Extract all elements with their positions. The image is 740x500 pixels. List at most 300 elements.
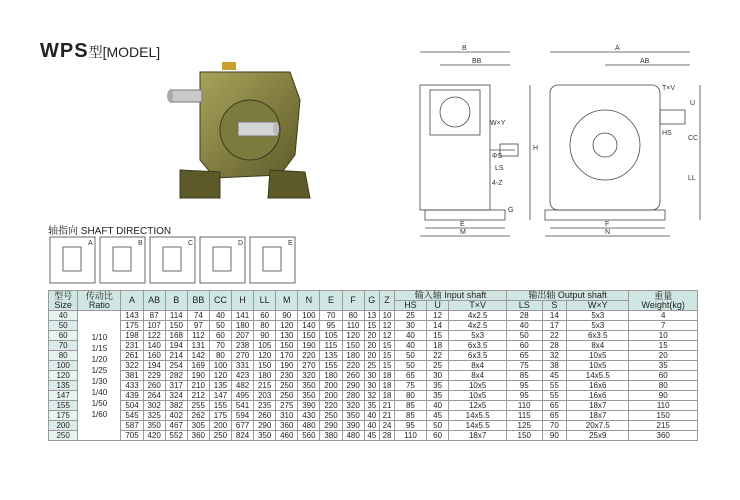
table-cell: 60	[209, 331, 231, 341]
table-cell: 325	[143, 411, 165, 421]
table-cell: 18x7	[567, 401, 629, 411]
size-cell: 175	[49, 411, 78, 421]
table-cell: 270	[298, 361, 320, 371]
table-cell: 322	[121, 361, 143, 371]
table-cell: 14x5.5	[449, 411, 506, 421]
table-cell: 45	[542, 371, 567, 381]
size-cell: 155	[49, 401, 78, 411]
table-row	[49, 421, 698, 431]
table-cell: 305	[187, 421, 209, 431]
table-cell: 120	[276, 321, 298, 331]
table-cell: 212	[187, 391, 209, 401]
table-cell: 380	[320, 431, 342, 441]
table-cell: 262	[187, 411, 209, 421]
table-cell: 85	[395, 411, 427, 421]
table-cell: 360	[276, 421, 298, 431]
table-cell: 677	[232, 421, 254, 431]
table-cell: 4x2.5	[449, 311, 506, 321]
table-cell: 30	[426, 371, 449, 381]
header-col-m: M	[276, 291, 298, 311]
table-cell: 10x5	[567, 351, 629, 361]
table-cell: 40	[426, 401, 449, 411]
dim-phis: ΦS	[492, 153, 503, 160]
dim-tv: T×V	[662, 85, 676, 92]
table-cell: 95	[506, 391, 542, 401]
table-cell: 85	[506, 371, 542, 381]
table-cell: 198	[121, 331, 143, 341]
table-cell: 147	[209, 391, 231, 401]
table-cell: 80	[209, 351, 231, 361]
table-cell: 390	[342, 421, 364, 431]
table-cell: 8x4	[567, 341, 629, 351]
table-cell: 30	[364, 381, 379, 391]
table-cell: 30	[395, 321, 427, 331]
table-cell: 504	[121, 401, 143, 411]
ratio-value: 1/25	[91, 365, 108, 375]
table-cell: 107	[143, 321, 165, 331]
table-cell: 180	[254, 371, 276, 381]
ratio-value: 1/10	[91, 332, 108, 342]
table-cell: 275	[276, 401, 298, 411]
table-cell: 270	[232, 351, 254, 361]
table-cell: 40	[506, 321, 542, 331]
table-cell: 155	[209, 401, 231, 411]
table-cell: 55	[542, 391, 567, 401]
model-code: WPS	[40, 40, 89, 62]
table-cell: 75	[506, 361, 542, 371]
ratio-value: 1/40	[91, 387, 108, 397]
table-row	[49, 381, 698, 391]
table-cell: 194	[165, 341, 187, 351]
table-cell: 290	[342, 381, 364, 391]
table-cell: 360	[187, 431, 209, 441]
table-cell: 20	[364, 341, 379, 351]
gearbox-photo	[160, 60, 330, 200]
table-cell: 230	[276, 371, 298, 381]
table-cell: 18x7	[567, 411, 629, 421]
table-cell: 824	[232, 431, 254, 441]
table-cell: 250	[276, 381, 298, 391]
table-cell: 261	[121, 351, 143, 361]
table-cell: 194	[143, 361, 165, 371]
size-cell: 50	[49, 321, 78, 331]
table-cell: 70	[209, 341, 231, 351]
table-cell: 60	[426, 431, 449, 441]
table-cell: 467	[165, 421, 187, 431]
table-cell: 18	[426, 341, 449, 351]
table-cell: 15	[379, 341, 394, 351]
table-cell: 65	[506, 351, 542, 361]
spec-table-body	[49, 311, 698, 441]
header-col-b: B	[165, 291, 187, 311]
table-cell: 331	[232, 361, 254, 371]
header-size: 型号 Size	[49, 291, 78, 311]
table-cell: 16x6	[567, 391, 629, 401]
table-cell: 60	[254, 311, 276, 321]
table-cell: 235	[254, 401, 276, 411]
table-cell: 65	[542, 401, 567, 411]
table-cell: 150	[254, 361, 276, 371]
table-cell: 50	[506, 331, 542, 341]
table-cell: 80	[254, 321, 276, 331]
table-cell: 125	[506, 421, 542, 431]
table-cell: 40	[209, 311, 231, 321]
table-cell: 350	[298, 381, 320, 391]
shaft-dir-c: C	[188, 240, 194, 247]
table-cell: 100	[209, 361, 231, 371]
table-cell: 460	[276, 431, 298, 441]
table-cell: 18x7	[449, 431, 506, 441]
table-cell: 130	[276, 331, 298, 341]
table-cell: 110	[629, 401, 698, 411]
table-cell: 6x3.5	[449, 351, 506, 361]
table-cell: 552	[165, 431, 187, 441]
table-cell: 282	[165, 371, 187, 381]
table-cell: 8x4	[449, 361, 506, 371]
table-cell: 25	[364, 361, 379, 371]
table-cell: 25	[395, 311, 427, 321]
table-cell: 22	[426, 351, 449, 361]
table-cell: 150	[276, 341, 298, 351]
table-row	[49, 341, 698, 351]
table-cell: 175	[209, 411, 231, 421]
table-cell: 100	[298, 311, 320, 321]
table-cell: 302	[143, 401, 165, 411]
table-cell: 250	[209, 431, 231, 441]
table-cell: 169	[187, 361, 209, 371]
table-cell: 220	[298, 351, 320, 361]
table-cell: 15	[629, 341, 698, 351]
table-cell: 15	[364, 321, 379, 331]
table-row	[49, 331, 698, 341]
table-row	[49, 431, 698, 441]
table-cell: 238	[232, 341, 254, 351]
header-col-e: E	[320, 291, 342, 311]
dimension-drawing	[400, 40, 710, 240]
table-cell: 433	[121, 381, 143, 391]
table-cell: 6x3.5	[567, 331, 629, 341]
header-col-cc: CC	[209, 291, 231, 311]
ratio-value: 1/60	[91, 409, 108, 419]
size-cell: 70	[49, 341, 78, 351]
table-cell: 545	[121, 411, 143, 421]
table-cell: 7	[629, 321, 698, 331]
table-cell: 180	[342, 351, 364, 361]
ratio-value: 1/20	[91, 354, 108, 364]
table-cell: 420	[143, 431, 165, 441]
table-cell: 423	[232, 371, 254, 381]
size-cell: 40	[49, 311, 78, 321]
table-cell: 74	[187, 311, 209, 321]
table-cell: 20	[629, 351, 698, 361]
table-cell: 5x3	[449, 331, 506, 341]
header-col-n: N	[298, 291, 320, 311]
header-col-wxy: W×Y	[567, 301, 629, 311]
table-cell: 142	[187, 351, 209, 361]
table-cell: 4x2.5	[449, 321, 506, 331]
dim-cc: CC	[688, 135, 699, 142]
table-cell: 105	[254, 341, 276, 351]
header-col-s: S	[542, 301, 567, 311]
table-cell: 28	[506, 311, 542, 321]
table-cell: 231	[121, 341, 143, 351]
table-cell: 280	[342, 391, 364, 401]
table-cell: 40	[395, 331, 427, 341]
table-cell: 381	[121, 371, 143, 381]
table-cell: 250	[276, 391, 298, 401]
table-cell: 12x5	[449, 401, 506, 411]
header-col-txv: T×V	[449, 301, 506, 311]
table-cell: 160	[143, 351, 165, 361]
table-cell: 15	[379, 361, 394, 371]
table-cell: 65	[542, 411, 567, 421]
table-cell: 50	[209, 321, 231, 331]
dim-ab: AB	[640, 58, 650, 65]
table-cell: 30	[364, 371, 379, 381]
table-row	[49, 391, 698, 401]
table-cell: 150	[506, 431, 542, 441]
table-cell: 215	[629, 421, 698, 431]
table-cell: 290	[320, 421, 342, 431]
table-cell: 18	[379, 381, 394, 391]
table-cell: 200	[209, 421, 231, 431]
table-cell: 6x3.5	[449, 341, 506, 351]
table-cell: 135	[209, 381, 231, 391]
table-cell: 85	[395, 401, 427, 411]
table-row	[49, 321, 698, 331]
table-cell: 255	[187, 401, 209, 411]
table-cell: 115	[320, 341, 342, 351]
table-cell: 15	[379, 351, 394, 361]
header-col-f: F	[342, 291, 364, 311]
header-col-ab: AB	[143, 291, 165, 311]
table-cell: 87	[143, 311, 165, 321]
table-cell: 290	[254, 421, 276, 431]
table-cell: 18	[379, 391, 394, 401]
table-cell: 168	[165, 331, 187, 341]
table-cell: 229	[143, 371, 165, 381]
table-cell: 112	[187, 331, 209, 341]
table-cell: 143	[121, 311, 143, 321]
table-cell: 12	[426, 311, 449, 321]
table-cell: 210	[187, 381, 209, 391]
table-cell: 115	[506, 411, 542, 421]
size-cell: 147	[49, 391, 78, 401]
table-cell: 50	[395, 351, 427, 361]
table-cell: 320	[342, 401, 364, 411]
table-cell: 350	[298, 391, 320, 401]
size-cell: 100	[49, 361, 78, 371]
table-cell: 310	[276, 411, 298, 421]
table-cell: 4	[629, 311, 698, 321]
table-cell: 21	[379, 411, 394, 421]
table-cell: 75	[395, 381, 427, 391]
table-cell: 16x6	[567, 381, 629, 391]
table-cell: 190	[276, 361, 298, 371]
table-cell: 25	[426, 361, 449, 371]
table-cell: 150	[342, 341, 364, 351]
table-cell: 495	[232, 391, 254, 401]
table-cell: 220	[342, 361, 364, 371]
shaft-direction-diagrams	[48, 235, 298, 285]
table-cell: 22	[542, 331, 567, 341]
table-cell: 200	[320, 391, 342, 401]
table-cell: 350	[254, 431, 276, 441]
table-cell: 175	[121, 321, 143, 331]
dim-f: F	[605, 221, 610, 228]
table-cell: 40	[364, 421, 379, 431]
dim-h: H	[533, 145, 539, 152]
table-cell: 350	[143, 421, 165, 431]
shaft-dir-e: E	[288, 240, 293, 247]
table-cell: 382	[165, 401, 187, 411]
table-cell: 5x3	[567, 321, 629, 331]
table-cell: 50	[395, 361, 427, 371]
table-cell: 203	[254, 391, 276, 401]
size-cell: 80	[49, 351, 78, 361]
table-cell: 10x5	[449, 391, 506, 401]
size-cell: 60	[49, 331, 78, 341]
table-row	[49, 371, 698, 381]
size-cell: 120	[49, 371, 78, 381]
table-cell: 122	[143, 331, 165, 341]
table-cell: 35	[426, 381, 449, 391]
table-cell: 28	[379, 431, 394, 441]
table-cell: 70	[320, 311, 342, 321]
table-cell: 254	[165, 361, 187, 371]
page-title	[40, 40, 160, 63]
ratio-cell	[78, 311, 121, 441]
table-cell: 402	[165, 411, 187, 421]
dim-e: E	[460, 221, 465, 228]
table-cell: 70	[542, 421, 567, 431]
table-cell: 140	[143, 341, 165, 351]
table-cell: 120	[342, 331, 364, 341]
size-cell: 135	[49, 381, 78, 391]
table-cell: 155	[320, 361, 342, 371]
table-row	[49, 401, 698, 411]
table-cell: 10x5	[567, 361, 629, 371]
table-cell: 95	[506, 381, 542, 391]
table-row	[49, 351, 698, 361]
table-cell: 220	[320, 401, 342, 411]
table-cell: 141	[232, 311, 254, 321]
table-cell: 560	[298, 431, 320, 441]
table-cell: 594	[232, 411, 254, 421]
header-col-z: Z	[379, 291, 394, 311]
size-cell: 200	[49, 421, 78, 431]
table-cell: 14	[426, 321, 449, 331]
table-cell: 80	[395, 391, 427, 401]
table-cell: 95	[395, 421, 427, 431]
table-cell: 439	[121, 391, 143, 401]
ratio-value: 1/15	[91, 343, 108, 353]
table-cell: 250	[320, 411, 342, 421]
header-ratio: 传动比 Ratio	[78, 291, 121, 311]
table-cell: 480	[342, 431, 364, 441]
table-cell: 260	[143, 381, 165, 391]
dim-u: U	[690, 100, 696, 107]
table-cell: 90	[542, 431, 567, 441]
table-cell: 140	[298, 321, 320, 331]
table-cell: 110	[395, 431, 427, 441]
table-cell: 55	[542, 381, 567, 391]
table-cell: 360	[629, 431, 698, 441]
header-output-shaft: 输出轴 Output shaft	[506, 291, 629, 301]
table-cell: 180	[320, 371, 342, 381]
table-row	[49, 311, 698, 321]
header-col-h: H	[232, 291, 254, 311]
table-cell: 482	[232, 381, 254, 391]
table-cell: 207	[232, 331, 254, 341]
table-cell: 120	[209, 371, 231, 381]
table-cell: 430	[298, 411, 320, 421]
header-col-a: A	[121, 291, 143, 311]
table-cell: 215	[254, 381, 276, 391]
table-cell: 114	[165, 311, 187, 321]
table-cell: 14x5.5	[449, 421, 506, 431]
table-cell: 350	[342, 411, 364, 421]
table-cell: 8x4	[449, 371, 506, 381]
size-cell: 250	[49, 431, 78, 441]
dim-n: N	[605, 229, 611, 236]
table-cell: 90	[254, 331, 276, 341]
table-cell: 90	[629, 391, 698, 401]
dim-ls: LS	[495, 165, 504, 172]
table-cell: 131	[187, 341, 209, 351]
table-cell: 10x5	[449, 381, 506, 391]
table-cell: 390	[298, 401, 320, 411]
table-cell: 480	[298, 421, 320, 431]
table-cell: 317	[165, 381, 187, 391]
dim-a: A	[615, 45, 620, 52]
dim-ll: LL	[688, 175, 696, 182]
table-cell: 60	[629, 371, 698, 381]
header-weight: 重量 Weight(kg)	[629, 291, 698, 311]
shaft-dir-a: A	[88, 240, 93, 247]
table-cell: 97	[187, 321, 209, 331]
table-cell: 95	[320, 321, 342, 331]
header-col-bb: BB	[187, 291, 209, 311]
table-cell: 65	[395, 371, 427, 381]
shaft-dir-b: B	[138, 240, 143, 247]
table-cell: 20x7.5	[567, 421, 629, 431]
dim-hs: HS	[662, 130, 672, 137]
table-cell: 200	[320, 381, 342, 391]
table-cell: 12	[379, 331, 394, 341]
table-cell: 50	[426, 421, 449, 431]
table-cell: 17	[542, 321, 567, 331]
table-row	[49, 411, 698, 421]
table-cell: 587	[121, 421, 143, 431]
model-label: [MODEL]	[102, 44, 161, 60]
table-cell: 40	[364, 411, 379, 421]
header-col-ll: LL	[254, 291, 276, 311]
table-cell: 10	[379, 311, 394, 321]
dim-g: G	[508, 207, 514, 214]
table-cell: 170	[276, 351, 298, 361]
table-cell: 705	[121, 431, 143, 441]
table-cell: 60	[506, 341, 542, 351]
table-cell: 105	[320, 331, 342, 341]
dim-m: M	[460, 229, 466, 236]
table-cell: 21	[379, 401, 394, 411]
ratio-value: 1/50	[91, 398, 108, 408]
ratio-value: 1/30	[91, 376, 108, 386]
table-cell: 32	[542, 351, 567, 361]
table-cell: 214	[165, 351, 187, 361]
table-cell: 150	[629, 411, 698, 421]
